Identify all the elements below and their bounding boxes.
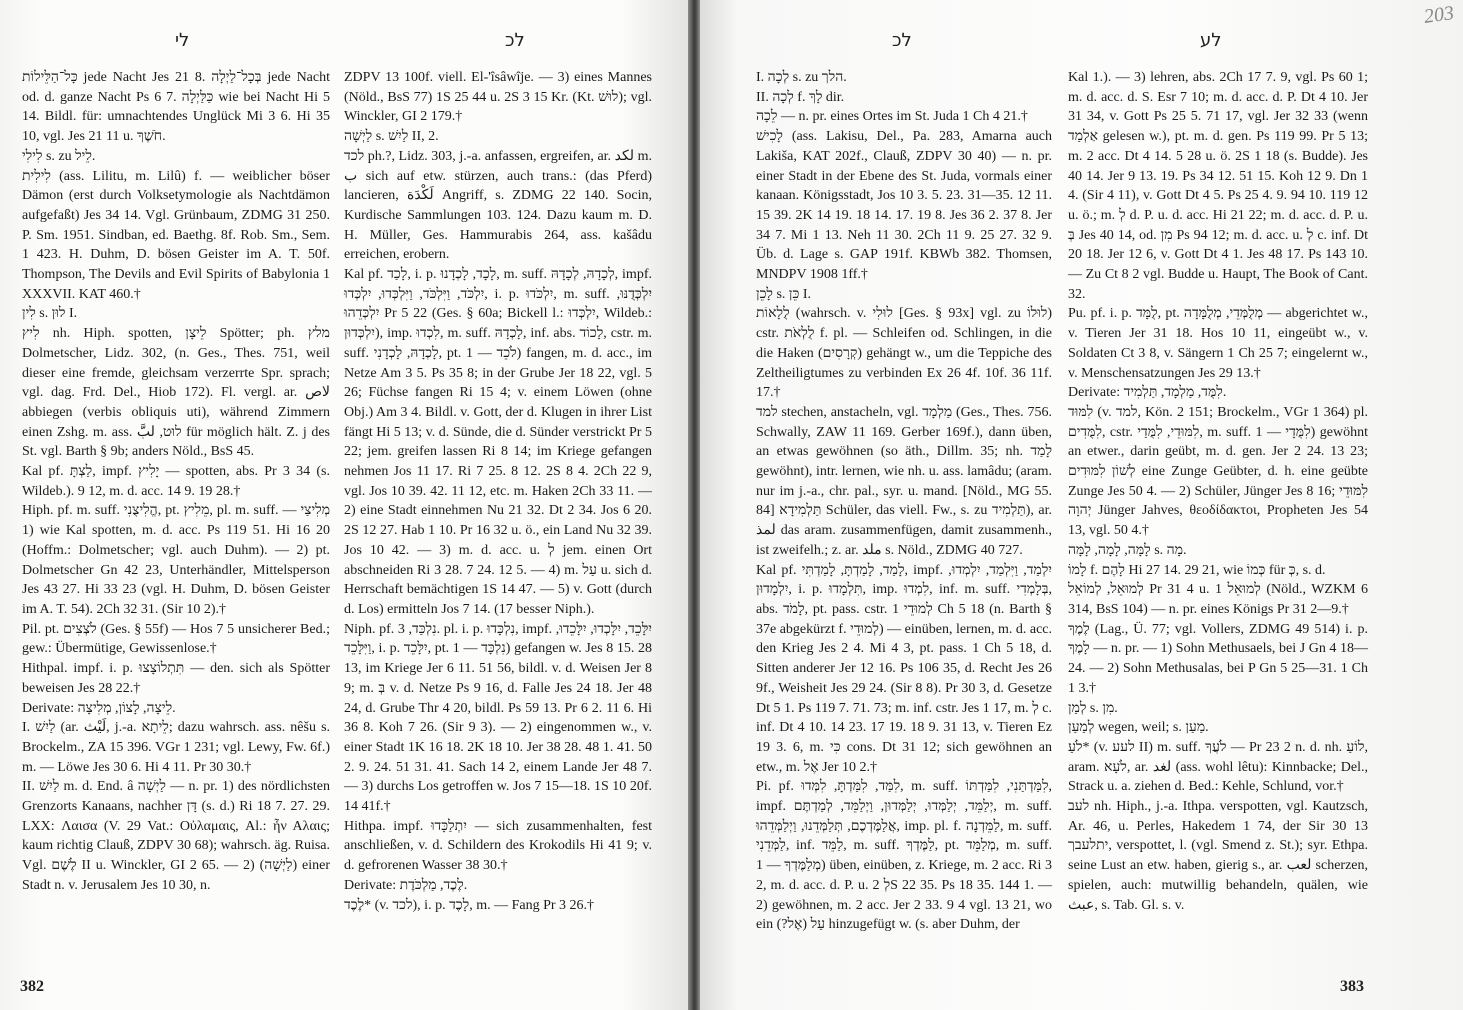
dictionary-entry: לָכִישׁ (ass. Lakisu, Del., Pa. 283, Amarna auch Lakiša, KAT 202f., Clauß, ZDPV 30 40) — n. pr. einer Stadt in der Ebene des St. Juda, vormals einer kanaan. Königsstadt, Jos 10 3. 5. 23. 31—35. 12 11. 15 39. 2K 14 19. 18 14. 17. 19 8. Jes 36 2. 37 8. Jer 34 7. Mi 1 13. Neh 11 30. 2Ch 11 9. 25 27. 32 9. Üb. d. Lage s. GAP 191f. KBWb 382. Thomsen, MNDPV 1908 1ff.† bbox=[756, 129, 1052, 283]
dictionary-entry: I. לַיִשׁ (ar. لَيْث, j.-a. לֵיתָא; dazu wahrsch. ass. nêšu s. Brockelm., ZA 15 396. VGr 1 231; vgl. Lewy, Fw. 6f.) m. — Löwe Jes 30 6. Hi 4 11. Pr 30 30.† bbox=[22, 720, 331, 775]
dictionary-entry: לִילִית (ass. Lilitu, m. Lilû) f. — weiblicher böser Dämon (erst durch Volksetymologie als Nachtdämon aufgefaßt) Jes 34 14. Vgl. Grünbaum, ZDMG 31 250. P. Sm. 1951. Sindban, ed. Baethg. 8f. Rob. Sm., Sem. 1 423. H. Duhm, D. bösen Geister im A. T. 50f. Thompson, The Devils and Evil Spirits of Babylonia 1 XXXVII. KAT 460.† bbox=[22, 168, 330, 302]
right-page-header-right: לע bbox=[1200, 30, 1222, 51]
dictionary-entry: לִיץ nh. Hiph. spotten, לֵיצָן Spötter; ph. מלץ Dolmetscher, Lidz. 302, (n. Ges., Thes. 751, weil dieser eine fremde, gleichsam verzerrte Spr. sprach; vgl. dag. Frd. Del., Hiob 172). Fl. vergl. ar. لاص abbiegen (verbis obliquis uti), während Zimmern einen Zshg. m. ass. לוּט, لبَّ für möglich hält. Z. j des St. vgl. Barth § 9b; anders Nöld., BsS 45. bbox=[22, 326, 330, 460]
dictionary-entry: לְמַן s. מִן. bbox=[1068, 700, 1118, 716]
dictionary-entry: לכד ph.?, Lidz. 303, j.-a. anfassen, ergreifen, ar. لكد m. ب sich auf etw. stürzen, auch trans.: (das Pferd) lancieren, لَكْدَة Angriff, s. ZDMG 22 140. Socin, Kurdische Sammlungen 103. 124. Dazu kaum m. D. H. Müller, Ges. Hammurabis 264, ass. kašâdu erreichen, erobern. bbox=[344, 148, 653, 263]
library-shelf-stamp: 203 bbox=[1422, 2, 1456, 28]
dictionary-entry: לֹעַ* (v. לעע II) m. suff. לֹעֲךָ — Pr 23 2 n. d. nh. לוֹעַ, aram. לֹעָא, ar. لغد (ass. wohl lêtu): Kinnbacke; Del., Strack u. a. ziehen d. Bed.: Kehle, Schlund, vor.† bbox=[1068, 739, 1369, 795]
dictionary-entry: לֻלָאוֹת (wahrsch. v. לוּלִי [Ges. § 93x] vgl. zu לוּלוֹ) cstr. לֻלְאֹת f. pl. — Schleifen od. Schlingen, in die die Haken (קְרָסִים) gehängt w., um die Teppiche des Zeltheiligtumes zu verbinden Ex 26 4f. 10f. 36 11f. 17.† bbox=[756, 306, 1053, 401]
dictionary-entry: Kal 1.). — 3) lehren, abs. 2Ch 17 7. 9, vgl. Ps 60 1; m. d. acc. d. S. Esr 7 10; m. d. acc. d. P. Dt 4 10. Jer 31 34, v. Gott Ps 25 5. 71 17, vgl. Jer 32 33 (wenn אַלְמַד gelesen w.), pt. m. d. gen. Ps 119 99. Pr 5 13; m. 2 acc. Dt 4 14. 5 28 u. ö. 2S 1 18 (s. Budde). Jes 40 14. Jer 9 13. 19. Ps 34 12. 51 15. Koh 12 9. Dn 1 4. (Sir 4 11), v. Gott Dt 4 5. Ps 25 4. 9. 94 10. 119 12 u. ö.; m. לְ d. P. u. d. acc. Hi 21 22; m. d. acc. d. P. u. בְּ Jes 40 14, od. מִן Ps 94 12; m. d. acc. u. לְ c. inf. Dt 20 18. Jer 12 6, v. Gott Dt 4 1. Jes 48 17. Ps 143 10. — Zu Ct 8 2 vgl. Budde u. Haupt, The Book of Cant. 32. bbox=[1068, 70, 1369, 302]
dictionary-entry: לִין s. לוּן I. bbox=[22, 306, 78, 322]
dictionary-entry: Kal pf. לַצְתָּ, impf. יָלִיץ — spotten, abs. Pr 3 34 (s. Wildeb.). 9 12, m. d. acc. 14 9. 19 28.† bbox=[22, 464, 330, 499]
dictionary-entry: ZDPV 13 100f. viell. El-'îsâwîje. — 3) eines Mannes (Nöld., BsS 77) 1S 25 44 u. 2S 3 15 Kr. (Kt. לוּשׁ); vgl. Winckler, GI 2 179.† bbox=[344, 70, 652, 125]
dictionary-entry: Hiph. pf. m. suff. הֱלִיצֻנִי, pt. מֵלִיץ, pl. m. suff. מְלִיצַי — 1) wie Kal spotten, m. d. acc. Ps 119 51. Hi 16 20 (Hoffm.: Dolmetscher; vgl. auch Duhm). — 2) pt. Dolmetscher Gn 42 23, Unterhändler, Mittelsperson Jes 43 27. Hi 33 23 (vgl. H. Duhm, D. bösen Geister im A. T. 54). 2Ch 32 31. (Sir 10 2).† bbox=[22, 503, 330, 617]
dictionary-entry: לַיְשָׁה s. לַיִשׁ II, 2. bbox=[344, 129, 439, 145]
dictionary-entry: Derivate: לֶכֶד, מַלְכֹּדֶת. bbox=[344, 877, 468, 893]
left-page-column-1 bbox=[22, 68, 330, 896]
dictionary-entry: לָכֵן s. כֵּן I. bbox=[756, 286, 812, 302]
right-page-column-2 bbox=[1068, 68, 1368, 915]
dictionary-entry: לֶמֶךְ (Lag., Ü. 77; vgl. Vollers, ZDMG 49 514) i. p. לָמֶךְ — n. pr. — 1) Sohn Methusaels, bei J Gn 4 18—24. — 2) Sohn Methusalas, bei P Gn 5 25—31. 1 Ch 1 3.† bbox=[1068, 621, 1368, 696]
dictionary-entry: לִמּוּד (v. למד, Kön. 2 151; Brockelm., VGr 1 364) pl. לִמֻּדִים, cstr. לִמּוּדֵי, לִמֻּדַי, m. suff. לִמֻּדָי — 1) gewöhnt an etwer., darin geübt, m. d. gen. Jer 2 24. 13 23; לְשׁוֹן לִמּוּדִים eine Zunge Geübter, d. h. eine geübte Zunge Jes 50 4. — 2) Schüler, Jünger Jes 8 16; לִמּוּדֵי יְהוָה Jünger Jahves, θεοδίδακτοι, Propheten Jes 54 13, vgl. 50 4.† bbox=[1068, 404, 1369, 539]
dictionary-entry: I. לְכָה s. zu הלך. bbox=[756, 70, 847, 85]
left-page-number: 382 bbox=[20, 978, 44, 995]
right-page-header-left: לכ bbox=[892, 30, 912, 51]
right-page-number: 383 bbox=[1340, 978, 1364, 995]
dictionary-entry: לָמוֹ f. לָהֶם Hi 27 14. 29 21, wie כְּמוֹ für כְּ, s. d. bbox=[1068, 562, 1326, 578]
dictionary-entry: לֵכָה — n. pr. eines Ortes im St. Juda 1 Ch 4 21.† bbox=[756, 109, 1028, 125]
dictionary-entry: לָמָּה, לָמָה, לָמָּה s. מָה. bbox=[1068, 542, 1187, 558]
dictionary-entry: לְמוּאֵל, לְמוֹאֵל Pr 31 4 u. לְמוּאֵל 1 (Nöld., WZKM 6 314, BsS 104) — n. pr. eines Königs Pr 31 2—9.† bbox=[1068, 582, 1369, 617]
dictionary-entry: Niph. pf. נִלְכַּד, 3. pl. i. p. נִלְכָּדוּ, impf. יִלָּכֵד, יִלָּכְדוּ, יִלָּכֵדוּ, וַיִּלָּכֵד, i. p. יִלָּכֵד, pt. נִלְכָּד — 1) gefangen w. Jes 8 15. 28 13, im Kriege Jer 6 11. 51 56, bildl. v. d. Weisen Jer 8 9; m. בְּ v. d. Netze Ps 9 16, d. Falle Jes 24 18. Jer 48 24, d. Grube Thr 4 20, bildl. Ps 59 13. Pr 6 2. 11 6. Hi 36 8. Koh 7 26. (Sir 9 3). — 2) eingenommen w., v. einer Stadt 1K 16 18. 2K 18 10. Jer 38 28. 48 1. 41. 50 2. 9. 24. 51 31. 41. Sach 14 2, einem Lande Jer 48 7. — 3) durchs Los getroffen w. Jos 7 15—18. 1S 10 20f. 14 41f.† bbox=[344, 621, 653, 815]
dictionary-entry: II. לַיִשׁ m. d. End. â לַיְשָׁה — n. pr. 1) des nördlichsten Grenzorts Kanaans, nachher דָּן (s. d.) Ri 18 7. 27. 29. LXX: Λαισα (V. 29 Vat.: Οὐλαμαις, Al.: ἦν Αλαις; kaum richtig Clauß, ZDPV 30 68); wahrsch. äg. Ruisa. Vgl. לֶשֶׁם II u. Winckler, GI 2 65. — 2) (לַיְשָׁה) einer Stadt n. v. Jerusalem Jes 10 30, n. bbox=[22, 779, 331, 893]
left-page-column-2 bbox=[344, 68, 652, 915]
right-page-column-1 bbox=[756, 68, 1052, 935]
dictionary-entry: II. לְכָה f. לָךְ dir. bbox=[756, 89, 845, 105]
dictionary-entry: Derivate: לִמֻּד, מַלְמָד, תַּלְמִיד. bbox=[1068, 385, 1227, 401]
dictionary-entry: לעב nh. Hiph., j.-a. Ithpa. verspotten, vgl. Kautzsch, Ar. 46, u. Perles, Hakedem 1 74, der Sir 30 13 יתלעבך, verspottet, l. (vgl. Smend z. St.); syr. Ethpa. seine Lust an etw. haben, gierig s., ar. لعب scherzen, spielen, auch: mutwillig behandeln, quälen, wie عبث, s. Tab. Gl. s. v. bbox=[1068, 799, 1369, 913]
dictionary-entry: Pi. pf. לִמַּד, לִמַּדְתָּ, לִמְּדוּ, m. suff. לִמַּדְתַּנִי, לִמַּדְתּוֹ, impf. יְלַמֵּד, יְלַמְּדוּ, יְלַמְּדוּן, וַיְלַמֵּד, לְמַדְתֶּם, m. suff. אֲלַמֶּדְכֶם, תְּלַמְּדֵנוּ, וַיְלַמְּדֵהוּ, imp. pl. f. לַמֵּדְנָה, m. suff. לַמְּדֵנִי, inf. לַמֵּד, m. suff. לַמֶּדְךָ, pt. מְלַמֵּד, m. suff. מְלַמֶּדְךָ — 1) üben, einüben, z. Kriege, m. 2 acc. Ri 3 2, m. d. acc. d. P. u. לְ 2S 22 35. Ps 18 35. 144 1. — 2) gewöhnen, m. 2 acc. Jer 2 33. 9 4 vgl. 13 21, wo ein עַל (אֶל?) hinzugefügt w. (s. aber Duhm, der bbox=[756, 779, 1052, 933]
dictionary-entry: Hithpal. impf. i. p. תִּתְלוֹצָצוּ — den. sich als Spötter beweisen Jes 28 22.† bbox=[22, 661, 330, 696]
dictionary-entry: לֶכֶד* (v. לכד), i. p. לָכֶד, m. — Fang Pr 3 26.† bbox=[344, 897, 595, 913]
dictionary-entry: לִילִי s. zu לֵיל. bbox=[22, 148, 96, 164]
dictionary-entry: Pu. pf. i. p. לֻמָּד, pt. מְלֻמְּדֵי, מְלֻמָּדָה — abgerichtet w., v. Tieren Jer 31 18. Hos 10 11, eingeübt w., v. Soldaten Ct 3 8, v. Sängern 1 Ch 25 7; eingelernt w., v. Menschensatzungen Jes 29 13.† bbox=[1068, 306, 1369, 381]
dictionary-entry: Kal pf. לָכַד, i. p. לָכָד, לָכְדָנוּ, m. suff. לְכָדָהּ, לְכָדָהּ, impf. יִלְכֹּד, וַיִּלְכֹּד, וַיִּלְכְּדוּ, יִלְכְּדוּ, i. p. יִלְכֹּדוּ, m. suff. יִלְכְּדֻנּוּ, יִלְכְּדֵהוּ Pr 5 22 (Ges. § 60a; Bickell l.: יִלְכְּדוּ, Wildeb.: יִלְכְּדוּן), imp. לִכְדוּ, m. suff. לָכְדָהּ, inf. abs. לָכוֹד, cstr. m. suff. לָכְדָהּ, לָכְדָנִי, pt. לֹכֵד — 1) fangen, m. d. acc., im Netze Am 3 5. Ps 35 8; in der Grube Jer 18 22, vgl. 5 26; Füchse fangen Ri 15 4; v. einem Löwen (ohne Obj.) Am 3 4. Bildl. v. Gott, der d. Klugen in ihrer List fängt Hi 5 13; v. d. Sünde, die d. Sünder verstrickt Pr 5 22; jem. greifen lassen Ri 8 14; im Kriege gefangen nehmen Jos 11 17. Ri 7 25. 8 12. 2S 8 4. 2Ch 22 9, vgl. Jos 10 39. 42. 11 12, etc. m. Haken 2Ch 33 11. — 2) eine Stadt einnehmen Nu 21 32. Dt 2 34. Jos 6 20. 2S 12 27. Hab 1 10. Pr 16 32 u. ö., ein Land Nu 32 39. Jos 10 42. — 3) m. d. acc. u. לְ jem. einen Ort abschneiden Ri 3 28. 7 24. 12 5. — 4) m. עַל u. sich d. Herrschaft bemächtigen 1S 14 47. — 5) v. Gott (durch d. Los) ermitteln Jos 7 14. (17 besser Niph.). bbox=[344, 267, 653, 617]
left-page-header-left: לי bbox=[175, 30, 190, 51]
dictionary-entry: Pil. pt. לֹצְצִים (Ges. § 55f) — Hos 7 5 unsicherer Bed.; gew.: Übermütige, Gewissenlose.† bbox=[22, 621, 330, 657]
dictionary-entry: Derivate: לֵיצָה, לָצוֹן, מְלִיצָה. bbox=[22, 700, 176, 716]
left-page-header-right: לכ bbox=[505, 30, 525, 51]
dictionary-entry: Kal pf. לָמַד, לָמַדְתָּ, לָמַדְתִּי, impf. יִלְמַד, וַיִּלְמַד, יִלְמְדוּ, יִלְמָדוּן, i. p. תִּלְמָדוּ, imp. לִמְדוּ, inf. m. suff. בְּלָמְדִי, abs. לָמֹד, pt. pass. cstr. לְמוּדֵי 1 Ch 5 18 (n. Barth § 37e abgekürzt f. לְמוּדֵי) — einüben, lernen, m. d. acc. den Krieg Jes 2 4. Mi 4 3, pt. pass. 1 Ch 5 18, d. Sitten anderer Jer 12 16. Ps 106 35, d. Recht Jes 26 9f., Weisheit Jes 29 24. (Sir 8 8). Pr 30 3, d. Gesetze Dt 5 1. Ps 119 7. 71. 73; m. inf. cstr. Jes 1 17, m. לְ c. inf. Dt 4 10. 14 23. 17 19. 18 9. 31 13, v. Tieren Ez 19 3. 6, m. כִּי cons. Dt 31 12; sich gewöhnen an etw., m. אֶל Jer 10 2.† bbox=[756, 562, 1053, 775]
dictionary-entry: כָּל־הַלֵּילוֹת jede Nacht Jes 21 8. בְּכָל־לַיְלָה jede Nacht od. d. ganze Nacht Ps 6 7. כַּלַּיְלָה wie bei Nacht Hi 5 14. Bildl. für: umnachtendes Unglück Mi 3 6. Hi 35 10, vgl. Jes 21 11 u. חֹשֶׁךְ. bbox=[22, 70, 330, 145]
dictionary-entry: למד stechen, anstacheln, vgl. מַלְמָד (Ges., Thes. 756. Schwally, ZAW 11 169. Gerber 169f.), dann üben, an etwas gewöhnen (so äth., Dillm. 35; nh. לָמַד gewöhnt), intr. lernen, wie nh. u. ass. lamâdu; (aram. nur im j.-a., chr. pal., syr. u. mand. [Nöld., MG 55. 84] תַּלְמִידָא Schüler, das viell. Fw., s. zu תַּלְמִיד), ar. لمذ das aram. zusammenfügen, damit zusammenh., ist zweifelh.; z. ar. ملد s. Nöld., ZDMG 40 727. bbox=[756, 404, 1053, 558]
left-page bbox=[0, 0, 690, 1010]
dictionary-entry: Hithpa. impf. יִתְלַכָּדוּ — sich zusammenhalten, fest anschließen, v. d. Schildern des Krokodils Hi 41 9; v. d. gefrorenen Wasser 38 30.† bbox=[344, 818, 653, 874]
dictionary-entry: לְמַעַן wegen, weil; s. מַעַן. bbox=[1068, 720, 1209, 736]
right-page bbox=[700, 0, 1463, 1010]
